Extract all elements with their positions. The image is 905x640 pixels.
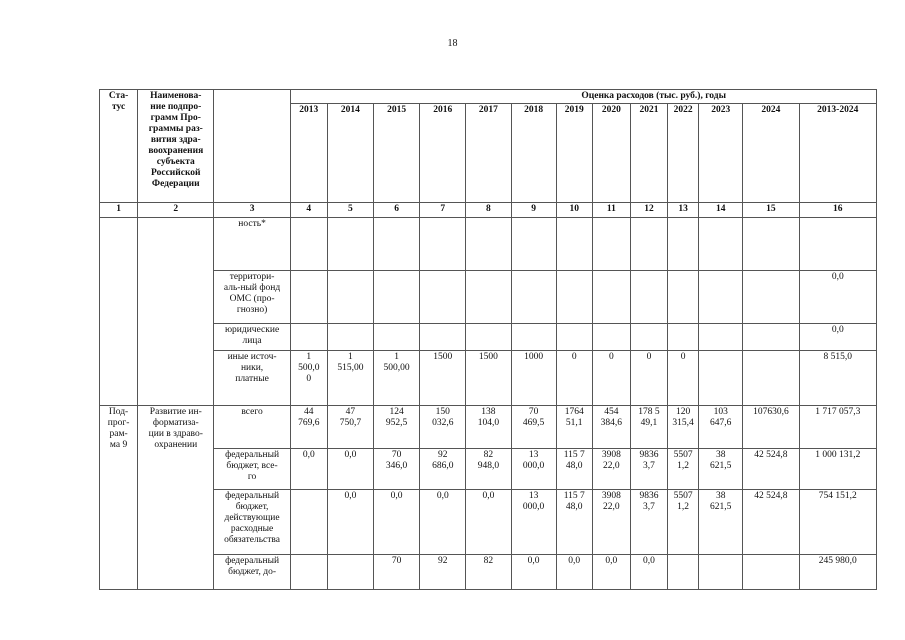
value-cell (511, 218, 556, 271)
column-number: 8 (466, 203, 511, 218)
column-number: 10 (556, 203, 592, 218)
funding-source: ность* (214, 218, 290, 271)
value-cell (511, 271, 556, 324)
value-cell: 38 621,5 (699, 449, 743, 490)
value-cell: 245 980,0 (799, 555, 876, 590)
value-cell (668, 324, 699, 351)
column-number: 5 (327, 203, 373, 218)
value-cell (592, 271, 630, 324)
value-cell: 47 750,7 (327, 406, 373, 449)
value-cell: 0 (668, 351, 699, 406)
value-cell: 0 (556, 351, 592, 406)
funding-source: федеральный бюджет, до- (214, 555, 290, 590)
value-cell (420, 324, 466, 351)
column-number: 16 (799, 203, 876, 218)
funding-source: юридические лица (214, 324, 290, 351)
column-number: 13 (668, 203, 699, 218)
value-cell (374, 218, 420, 271)
year-header: 2013 (290, 104, 327, 203)
subprogram-name: Развитие ин- форматиза- ции в здраво- охранении (138, 406, 214, 590)
value-cell (743, 218, 799, 271)
year-header: 2017 (466, 104, 511, 203)
value-cell: 8 515,0 (799, 351, 876, 406)
value-cell: 3908 22,0 (592, 490, 630, 555)
value-cell: 0,0 (327, 490, 373, 555)
value-cell (630, 324, 667, 351)
value-cell (556, 324, 592, 351)
value-cell: 70 (374, 555, 420, 590)
year-header: 2014 (327, 104, 373, 203)
value-cell (327, 271, 373, 324)
table-row (100, 490, 877, 555)
value-cell: 178 5 49,1 (630, 406, 667, 449)
value-cell: 1 500,00 (374, 351, 420, 406)
table-row (100, 449, 877, 490)
value-cell (799, 218, 876, 271)
value-cell (592, 218, 630, 271)
value-cell: 0 (630, 351, 667, 406)
funding-source: федеральный бюджет, действующие расходные обязательства (214, 490, 290, 555)
value-cell: 0,0 (420, 490, 466, 555)
column-number: 7 (420, 203, 466, 218)
value-cell (327, 218, 373, 271)
value-cell: 754 151,2 (799, 490, 876, 555)
value-cell: 120 315,4 (668, 406, 699, 449)
value-cell (699, 324, 743, 351)
value-cell (420, 218, 466, 271)
column-number: 12 (630, 203, 667, 218)
year-header: 2022 (668, 104, 699, 203)
value-cell: 0,0 (290, 449, 327, 490)
value-cell (699, 351, 743, 406)
value-cell (556, 218, 592, 271)
funding-source: территори- аль-ный фонд ОМС (про- гнозно) (214, 271, 290, 324)
value-cell: 42 524,8 (743, 449, 799, 490)
value-cell (630, 271, 667, 324)
table-row (100, 324, 877, 351)
value-cell: 0,0 (799, 271, 876, 324)
value-cell: 0,0 (799, 324, 876, 351)
value-cell: 3908 22,0 (592, 449, 630, 490)
column-number: 4 (290, 203, 327, 218)
year-header: 2019 (556, 104, 592, 203)
status-cell (100, 218, 138, 406)
value-cell (699, 218, 743, 271)
value-cell: 1764 51,1 (556, 406, 592, 449)
value-cell: 70 469,5 (511, 406, 556, 449)
value-cell: 1 500,0 0 (290, 351, 327, 406)
value-cell (290, 555, 327, 590)
column-number: 3 (214, 203, 290, 218)
table-row (100, 555, 877, 590)
header-estimate: Оценка расходов (тыс. руб.), годы (290, 90, 876, 104)
funding-source: всего (214, 406, 290, 449)
value-cell: 13 000,0 (511, 490, 556, 555)
value-cell (290, 218, 327, 271)
value-cell: 124 952,5 (374, 406, 420, 449)
column-number: 14 (699, 203, 743, 218)
value-cell: 0,0 (466, 490, 511, 555)
value-cell (511, 324, 556, 351)
value-cell: 92 (420, 555, 466, 590)
value-cell: 115 7 48,0 (556, 449, 592, 490)
value-cell (743, 324, 799, 351)
year-header: 2018 (511, 104, 556, 203)
column-number: 2 (138, 203, 214, 218)
value-cell (630, 218, 667, 271)
value-cell: 1 717 057,3 (799, 406, 876, 449)
table-row (100, 218, 877, 271)
value-cell (290, 490, 327, 555)
value-cell: 138 104,0 (466, 406, 511, 449)
name-cell (138, 218, 214, 406)
value-cell (699, 555, 743, 590)
expense-table (99, 89, 877, 590)
value-cell: 92 686,0 (420, 449, 466, 490)
value-cell: 9836 3,7 (630, 449, 667, 490)
value-cell: 107630,6 (743, 406, 799, 449)
year-header: 2021 (630, 104, 667, 203)
value-cell (374, 271, 420, 324)
value-cell: 44 769,6 (290, 406, 327, 449)
column-number: 11 (592, 203, 630, 218)
value-cell (668, 555, 699, 590)
value-cell: 1000 (511, 351, 556, 406)
header-row (100, 90, 877, 104)
value-cell: 1 000 131,2 (799, 449, 876, 490)
column-number: 6 (374, 203, 420, 218)
value-cell (668, 218, 699, 271)
value-cell: 0,0 (592, 555, 630, 590)
value-cell: 5507 1,2 (668, 449, 699, 490)
funding-source: федеральный бюджет, все- го (214, 449, 290, 490)
value-cell (466, 271, 511, 324)
page-number: 18 (447, 38, 458, 49)
value-cell: 115 7 48,0 (556, 490, 592, 555)
value-cell (327, 324, 373, 351)
funding-source: иные источ- ники, платные (214, 351, 290, 406)
subprogram-status: Под- прог- рам- ма 9 (100, 406, 138, 590)
year-header: 2024 (743, 104, 799, 203)
value-cell (743, 271, 799, 324)
column-number: 15 (743, 203, 799, 218)
value-cell: 9836 3,7 (630, 490, 667, 555)
value-cell: 150 032,6 (420, 406, 466, 449)
table-row (100, 351, 877, 406)
value-cell: 5507 1,2 (668, 490, 699, 555)
value-cell: 82 948,0 (466, 449, 511, 490)
value-cell: 103 647,6 (699, 406, 743, 449)
value-cell (592, 324, 630, 351)
header-name: Наименова- ние подпро- грамм Про- граммы раз- вития здра- воохранения субъекта Российской Федерации (138, 90, 214, 203)
value-cell (420, 271, 466, 324)
value-cell (290, 271, 327, 324)
value-cell: 1500 (466, 351, 511, 406)
value-cell (466, 218, 511, 271)
value-cell: 0,0 (511, 555, 556, 590)
value-cell (699, 271, 743, 324)
value-cell: 82 (466, 555, 511, 590)
value-cell: 0,0 (556, 555, 592, 590)
value-cell: 0,0 (630, 555, 667, 590)
value-cell: 1500 (420, 351, 466, 406)
year-header: 2016 (420, 104, 466, 203)
column-number: 9 (511, 203, 556, 218)
table-row (100, 406, 877, 449)
header-status: Ста- тус (100, 90, 138, 203)
value-cell: 0,0 (327, 449, 373, 490)
column-number: 1 (100, 203, 138, 218)
value-cell (743, 351, 799, 406)
value-cell: 38 621,5 (699, 490, 743, 555)
table-row (100, 271, 877, 324)
value-cell (556, 271, 592, 324)
value-cell: 13 000,0 (511, 449, 556, 490)
value-cell (743, 555, 799, 590)
value-cell (290, 324, 327, 351)
year-header: 2020 (592, 104, 630, 203)
value-cell (466, 324, 511, 351)
column-numbers-row (100, 203, 877, 218)
value-cell (374, 324, 420, 351)
value-cell (668, 271, 699, 324)
value-cell: 0 (592, 351, 630, 406)
year-header: 2013-2024 (799, 104, 876, 203)
year-header: 2023 (699, 104, 743, 203)
value-cell: 454 384,6 (592, 406, 630, 449)
header-source (214, 90, 290, 203)
value-cell: 42 524,8 (743, 490, 799, 555)
value-cell (327, 555, 373, 590)
value-cell: 1 515,00 (327, 351, 373, 406)
value-cell: 0,0 (374, 490, 420, 555)
value-cell: 70 346,0 (374, 449, 420, 490)
year-header: 2015 (374, 104, 420, 203)
